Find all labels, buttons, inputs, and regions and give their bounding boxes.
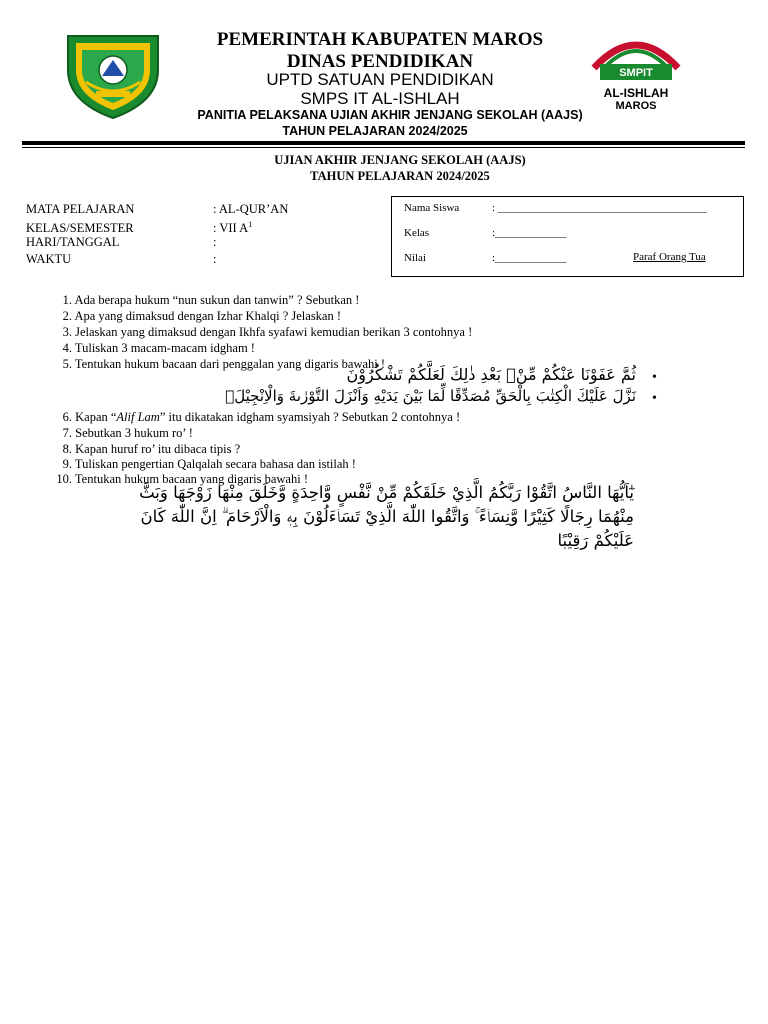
exam-year: TAHUN PELAJARAN 2024/2025	[310, 169, 490, 183]
header-unit: UPTD SATUAN PENDIDIKAN	[266, 70, 494, 89]
info-day-label: HARI/TANGGAL	[26, 235, 120, 249]
bullet-icon: •	[652, 391, 657, 406]
arabic-verse-q5-1: ثُمَّ عَفَوْنَا عَنْكُمْ مِّنْۢ بَعْدِ ذٰلِكَ لَعَلَّكُمْ تَشْكُرُوْنَ	[346, 365, 636, 384]
student-class-row	[404, 227, 567, 239]
info-time	[26, 251, 216, 267]
question-item	[46, 456, 356, 472]
question-text-post: ” itu dikatakan idgham syamsiyah ? Sebutkan 2 contohnya !	[159, 410, 461, 424]
question-item	[46, 425, 193, 441]
info-subject-label: MATA PELAJARAN	[26, 202, 135, 216]
question-item	[46, 292, 359, 308]
student-name-row	[404, 202, 707, 214]
question-number: 10.	[56, 472, 72, 486]
question-text-italic: Alif Lam	[116, 410, 160, 424]
student-score-label: Nilai	[404, 252, 426, 264]
student-name-field[interactable]: : ______________________________________	[492, 202, 707, 214]
question-text: Ada berapa hukum “nun sukun dan tanwin” ? Sebutkan !	[74, 293, 360, 307]
question-item	[46, 308, 341, 324]
question-number: 9.	[62, 457, 72, 471]
info-time-label: WAKTU	[26, 252, 72, 266]
question-number: 5.	[62, 357, 72, 371]
student-score-field[interactable]: :_____________	[492, 252, 567, 264]
arabic-verse-q10-2: مِنْهُمَا رِجَالًا كَثِيْرًا وَّنِسَاۤءً ۚ وَاتَّقُوا اللّٰهَ الَّذِيْ تَسَاۤءَلُوْنَ بِهٖ وَالْاَرْحَامَ ۗ اِنَّ اللّٰهَ كَانَ	[140, 507, 634, 526]
student-class-field[interactable]: :_____________	[492, 227, 567, 239]
question-item	[46, 441, 240, 457]
question-text: Tentukan hukum bacaan yang digaris bawahi !	[74, 472, 308, 486]
info-subject-value: : AL-QUR’AN	[213, 202, 289, 216]
question-number: 7.	[62, 426, 72, 440]
header-committee: PANITIA PELAKSANA UJIAN AKHIR JENJANG SEKOLAH (AAJS)	[197, 108, 583, 122]
question-text: Sebutkan 3 hukum ro’ !	[75, 426, 193, 440]
question-number: 2.	[62, 309, 72, 323]
info-day-value: :	[213, 235, 217, 249]
info-class-superscript: 1	[248, 220, 253, 229]
arabic-verse-q10-3: عَلَيْكُمْ رَقِيْبًا	[557, 531, 634, 550]
question-text: Tuliskan pengertian Qalqalah secara bahasa dan istilah !	[74, 457, 356, 471]
arabic-verse-q5-2: نَزَّلَ عَلَيْكَ الْكِتٰبَ بِالْحَقِّ مُصَدِّقًا لِّمَا بَيْنَ يَدَيْهِ وَاَنْزَلَ التَّوْرٰىةَ وَالْاِنْجِيْلَۙ	[225, 387, 636, 405]
exam-title: UJIAN AKHIR JENJANG SEKOLAH (AAJS)	[274, 153, 526, 167]
question-item	[46, 409, 460, 425]
parent-signature-label: Paraf Orang Tua	[633, 251, 706, 263]
header-school: SMPS IT AL-ISHLAH	[300, 89, 460, 108]
logo-text-maros: MAROS	[615, 100, 657, 112]
header-rule-thick	[22, 141, 745, 145]
bullet-icon: •	[652, 370, 657, 385]
arabic-verse-q10-1: يٰٓاَيُّهَا النَّاسُ اتَّقُوْا رَبَّكُمُ الَّذِيْ خَلَقَكُمْ مِّنْ نَّفْسٍ وَّاحِدَةٍ وَّخَلَقَ مِنْهَا زَوْجَهَا وَبَثَّ	[139, 483, 634, 502]
logo-text-al-ishlah: AL-ISHLAH	[603, 86, 669, 100]
info-day	[26, 234, 216, 250]
question-number: 1.	[62, 293, 72, 307]
question-item	[46, 340, 255, 356]
question-item	[46, 356, 385, 372]
student-score-row	[404, 252, 567, 264]
student-class-label: Kelas	[404, 227, 430, 239]
info-class-value: : VII A	[213, 221, 249, 236]
question-text: Tentukan hukum bacaan dari penggalan yang digaris bawahi !	[74, 357, 386, 371]
question-text-pre: Kapan “	[75, 410, 117, 424]
info-class-label: KELAS/SEMESTER	[26, 221, 134, 236]
question-number: 8.	[62, 442, 72, 456]
question-item	[46, 324, 472, 340]
info-subject	[26, 201, 288, 217]
question-text	[75, 410, 460, 424]
header-department: DINAS PENDIDIKAN	[286, 51, 474, 72]
question-number: 4.	[62, 341, 72, 355]
header-rule-thin	[22, 147, 745, 148]
question-number: 3.	[62, 325, 72, 339]
student-id-box	[391, 196, 744, 277]
question-number: 6.	[62, 410, 72, 424]
info-time-value: :	[213, 252, 217, 266]
student-name-label: Nama Siswa	[404, 202, 460, 214]
question-text: Apa yang dimaksud dengan Izhar Khalqi ? Jelaskan !	[74, 309, 342, 323]
question-text: Kapan huruf ro’ itu dibaca tipis ?	[75, 442, 241, 456]
logo-text-smpit: SMPIT	[619, 67, 653, 79]
question-text: Jelaskan yang dimaksud dengan Ikhfa syafawi kemudian berikan 3 contohnya !	[75, 325, 473, 339]
header-year: TAHUN PELAJARAN 2024/2025	[282, 124, 468, 138]
question-text: Tuliskan 3 macam-macam idgham !	[74, 341, 255, 355]
header-government: PEMERINTAH KABUPATEN MAROS	[216, 29, 544, 50]
